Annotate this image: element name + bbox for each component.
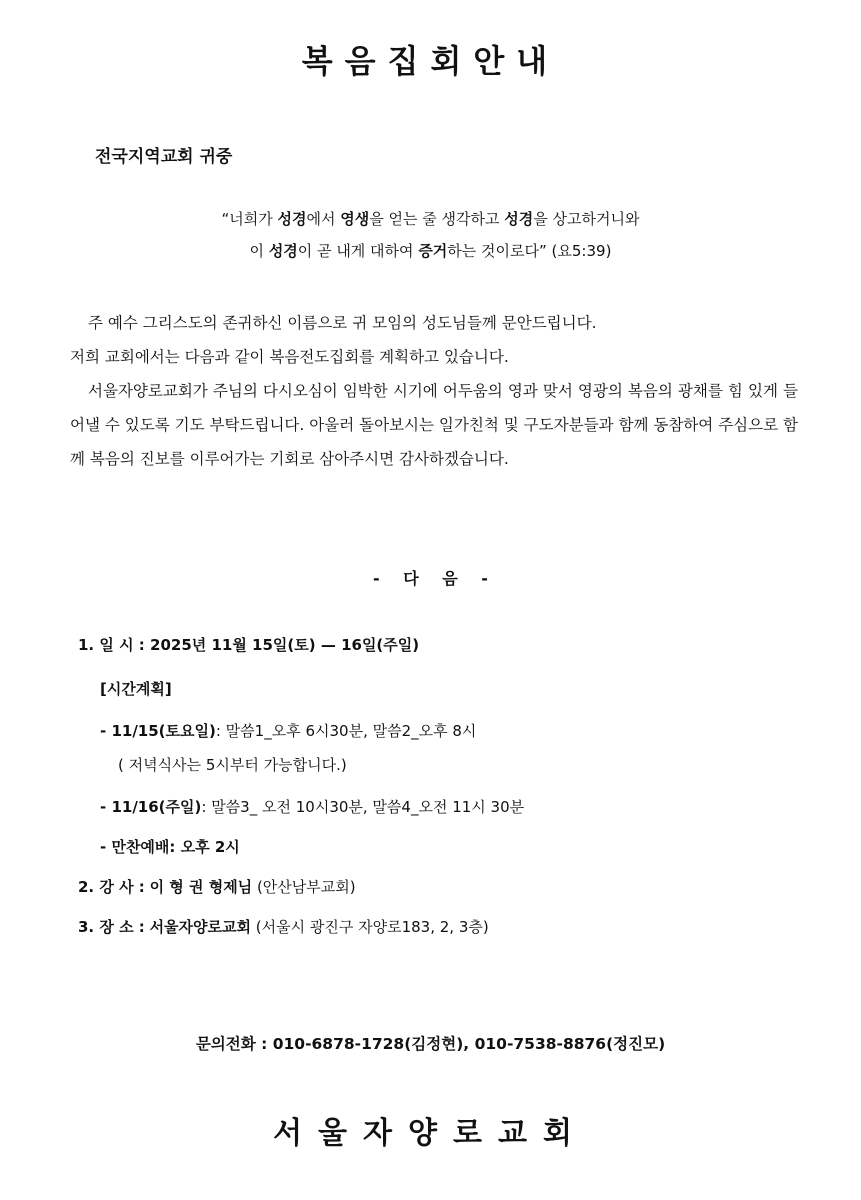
speaker-church: (안산남부교회) [256, 878, 356, 896]
verse-line-1 [0, 203, 861, 235]
place-label: 3. 장 소 : [78, 918, 145, 936]
verse-line-1-segment: “너희가 [221, 210, 278, 228]
place-address: (서울시 광진구 자양로183, 2, 3층) [255, 918, 489, 936]
verse-line-1-segment: 성경 [277, 210, 307, 228]
speaker-row [78, 876, 356, 897]
verse-line-2-segment: 이 곧 내게 대하여 [297, 242, 419, 260]
date-label: 1. 일 시 : [78, 636, 145, 654]
day1-label: - 11/15(토요일) [100, 722, 216, 740]
schedule-label: [시간계획] [100, 680, 172, 698]
verse-line-2-segment: 성경 [268, 242, 298, 260]
section-heading: - 다 음 - [373, 569, 488, 588]
day2-label: - 11/16(주일) [100, 798, 202, 816]
document-title: 복음집회안내 [301, 42, 560, 80]
day1-value: : 말씀1_오후 6시30분, 말씀2_오후 8시 [215, 722, 477, 740]
verse-line-1-segment: 영생 [340, 210, 370, 228]
verse-line-2-segment: 이 [249, 242, 269, 260]
verse-line-2 [0, 235, 861, 267]
bible-verse [0, 203, 861, 267]
schedule-day1 [100, 720, 476, 741]
greeting-paragraph: 주 예수 그리스도의 존귀하신 이름으로 귀 모임의 성도님들께 문안드립니다. [88, 314, 597, 332]
verse-line-1-segment: 에서 [306, 210, 341, 228]
contact-phone: 문의전화 : 010-6878-1728(김정현), 010-7538-8876(정진모) [195, 1035, 666, 1053]
letter-body [70, 306, 798, 476]
verse-line-2-segment: 증거 [418, 242, 448, 260]
church-name-footer: 서울자양로교회 [273, 1116, 588, 1151]
speaker-name: 이 형 권 형제님 [149, 878, 253, 896]
schedule-day2 [100, 796, 524, 817]
place-name: 서울자양로교회 [149, 918, 251, 936]
dinner-note: ( 저녁식사는 5시부터 가능합니다.) [118, 756, 347, 774]
date-value: 2025년 11월 15일(토) — 16일(주일) [150, 636, 420, 654]
verse-line-1-segment: 을 얻는 줄 생각하고 [369, 210, 505, 228]
prayer-paragraph: 서울자양로교회가 주님의 다시오심이 임박한 시기에 어두움의 영과 맞서 영광의 복음의 광채를 힘 있게 들어낼 수 있도록 기도 부탁드립니다. 아울러 돌아보시는 일가친척 및 구도자분들과 함께 동참하여 주심으로 함께 복음의 진보를 이루어가는 기회로 삼아주시면 감사하겠습니다. [70, 382, 798, 468]
verse-line-1-segment: 을 상고하거니와 [533, 210, 640, 228]
speaker-label: 2. 강 사 : [78, 878, 145, 896]
supper-service: - 만찬예배: 오후 2시 [100, 838, 240, 856]
date-row [78, 634, 419, 655]
verse-line-2-segment: 하는 것이로다” (요5:39) [447, 242, 612, 260]
recipient: 전국지역교회 귀중 [95, 147, 233, 167]
plan-paragraph: 저희 교회에서는 다음과 같이 복음전도집회를 계획하고 있습니다. [70, 348, 509, 366]
day2-value: : 말씀3_ 오전 10시30분, 말씀4_오전 11시 30분 [201, 798, 525, 816]
place-row [78, 916, 489, 937]
verse-line-1-segment: 성경 [504, 210, 534, 228]
